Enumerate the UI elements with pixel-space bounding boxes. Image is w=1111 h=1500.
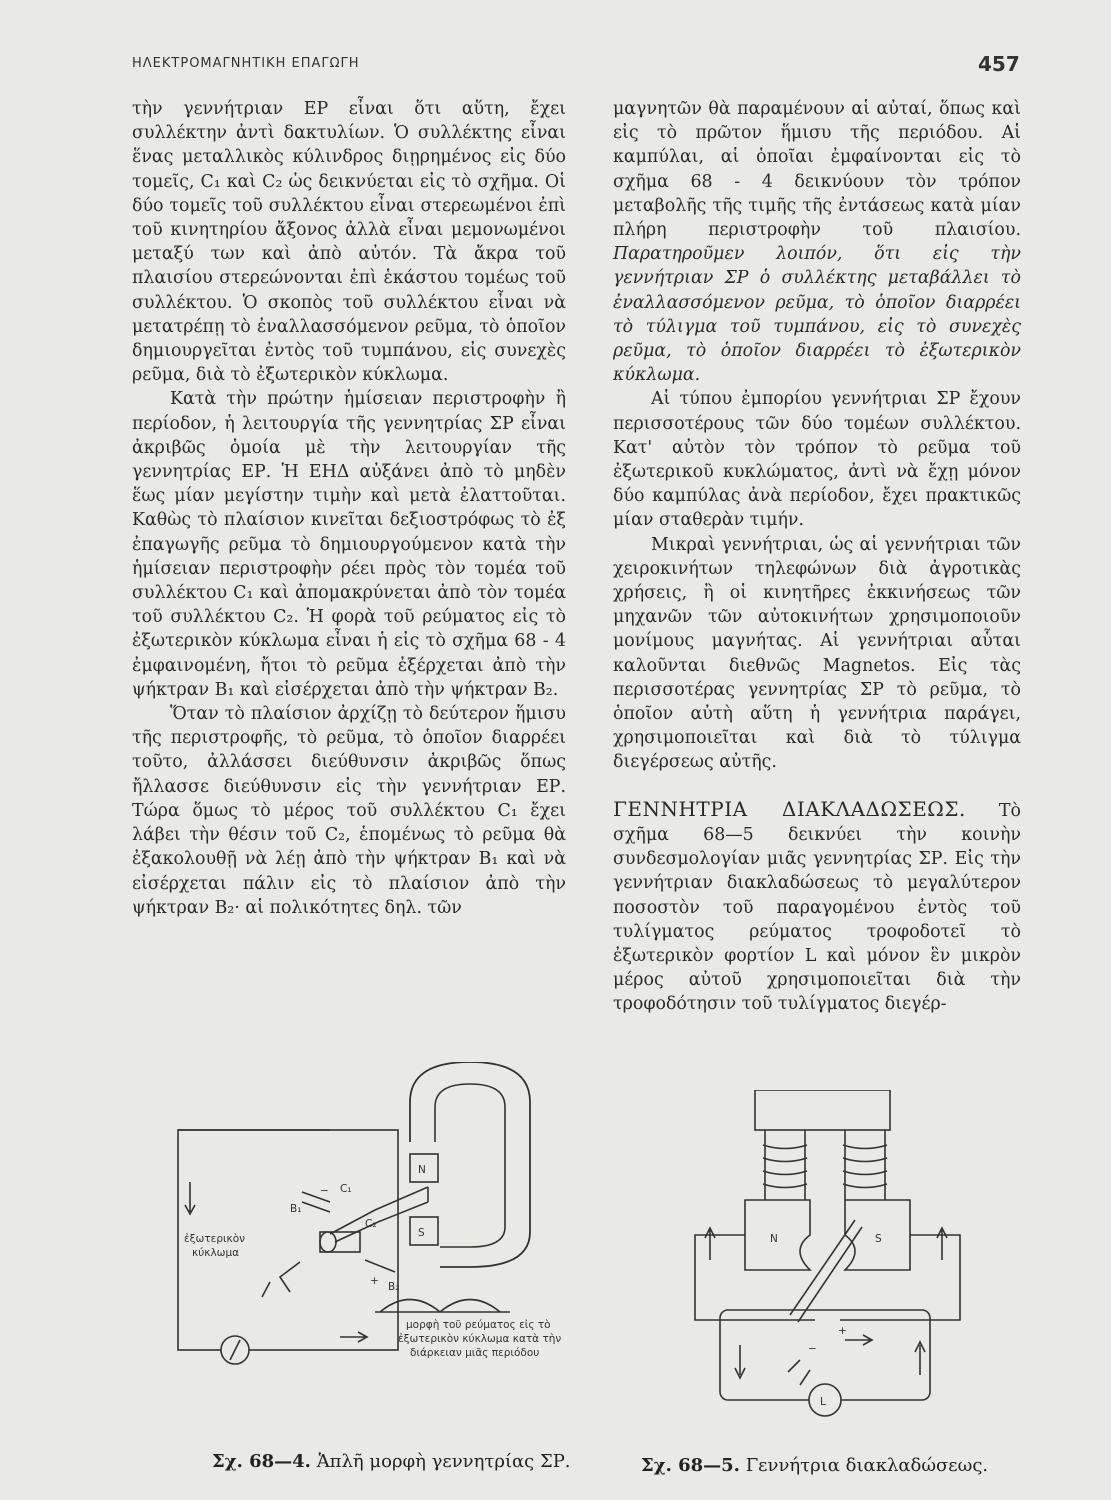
caption-number: Σχ. 68—5. <box>641 1455 740 1476</box>
section-title: ΓΕΝΝΗΤΡΙΑ ΔΙΑΚΛΑΔΩΣΕΩΣ. <box>613 796 966 821</box>
load-label: L <box>820 1396 826 1408</box>
south-label: S <box>875 1233 882 1245</box>
south-label: S <box>418 1227 425 1239</box>
armature <box>790 1220 862 1322</box>
paragraph: Μικραὶ γεννήτριαι, ὡς αἱ γεννήτριαι τῶν χειροκινήτων τηλεφώνων διὰ ἀγροτικὰς χρήσεις, ἢ οἱ κινητῆρες ἐκκινήσεως τῶν μηχανῶν τῶν αὐτοκινήτων χρησιμοποιοῦν μονίμους μαγνήτας. Αἱ γεννήτριαι αὗται καλοῦνται διεθνῶς Magnetos. Εἰς τὰς περισσοτέρας γεννητρίας ΣΡ τὸ ρεῦμα, τὸ ὁποῖον αὐτὴ αὕτη ἡ γεννήτρια παράγει, χρησιμοποιεῖται καὶ διὰ τὸ τύλιγμα διεγέρσεως αὐτῆς. <box>613 534 1021 773</box>
crank-handle <box>262 1262 300 1297</box>
north-label: N <box>418 1164 426 1176</box>
field-coil-left <box>763 1130 807 1200</box>
paragraph: Ὅταν τὸ πλαίσιον ἀρχίζῃ τὸ δεύτερον ἥμισυ τῆς περιστροφῆς, τὸ ρεῦμα, τὸ ὁποῖον διαρρέει τοῦτο, ἀλλάσσει διεύθυνσιν ἀκριβῶς ὅπως ἤλλασσε διεύθυνσιν εἰς τὴν γεννήτριαν ΕΡ. Τώρα ὅμως τὸ μέρος τοῦ συλλέκτου C₁ ἔχει λάβει τὴν θέσιν τοῦ C₂, ἑπομένως τὸ ρεῦμα θὰ ἐξακολουθῇ νὰ λέῃ ἀπὸ τὴν ψήκτραν B₁ καὶ νὰ εἰσέρχεται πάλιν εἰς τὸ πλαίσιον ἀπὸ τὴν ψήκτραν B₂· αἱ πολικότητες δηλ. τῶν <box>132 704 566 918</box>
external-circuit-label: ἐξωτερικὸν <box>184 1233 246 1245</box>
minus-sign: − <box>320 1185 329 1197</box>
current-arrow-icon <box>340 1332 367 1342</box>
paragraph: Αἱ τύπου ἐμπορίου γεννήτριαι ΣΡ ἔχουν περισσοτέρους τῶν δύο τομέων συλλέκτου. Κατ' αὐτὸν τὸν τρόπον τὸ ρεῦμα τοῦ ἐξωτερικοῦ κυκλώματος, ἀντὶ νὰ ἔχῃ μόνον δύο καμπύλας ἀνὰ περίοδον, ἔχει πρακτικῶς μίαν σταθερὰν τιμήν. <box>613 389 1021 531</box>
caption-number: Σχ. 68—4. <box>212 1451 311 1472</box>
brush-b2 <box>365 1260 395 1272</box>
caption-text: Γεννήτρια διακλαδώσεως. <box>745 1455 989 1476</box>
plus-sign: + <box>370 1275 379 1287</box>
running-title: ΗΛΕΚΤΡΟΜΑΓΝΗΤΙΚΗ ΕΠΑΓΩΓΗ <box>132 56 360 71</box>
plus-sign: + <box>838 1325 847 1337</box>
yoke <box>755 1090 890 1130</box>
figure-68-5-caption <box>641 1455 988 1476</box>
italic-conclusion: Παρατηροῦμεν λοιπόν, ὅτι εἰς τὴν γεννήτριαν ΣΡ ὁ συλλέκτης μεταβάλλει τὸ ἐναλλασσόμενον ρεῦμα, τὸ ὁποῖον διαρρέει τὸ τύλιγμα τοῦ τυμπάνου, εἰς τὸ συνεχὲς ρεῦμα, τὸ ὁποῖον διαρρέει τὸ ἐξωτερικὸν κύκλωμα. <box>613 244 1021 386</box>
figure-68-5 <box>680 1090 980 1450</box>
paragraph-text: Τὸ σχῆμα 68—5 δεικνύει τὴν κοινὴν συνδεσμολογίαν μιᾶς γεννητρίας ΣΡ. Εἰς τὴν γεννήτριαν διακλαδώσεως τὸ μεγαλύτερον ποσοστὸν τοῦ παραγομένου ἐντὸς τοῦ τυλίγματος ρεύματος τροφοδοτεῖ τὸ ἐξωτερικὸν φορτίον L καὶ μόνον ἓν μικρὸν μέρος αὐτοῦ χρησιμοποιεῖται διὰ τὴν τροφοδότησιν τοῦ τυλίγματος διεγέρ- <box>613 800 1021 1015</box>
paragraph: Κατὰ τὴν πρώτην ἡμίσειαν περιστροφὴν ἢ περίοδον, ἡ λειτουργία τῆς γεννητρίας ΣΡ εἶναι ἀκριβῶς ὁμοία μὲ τὴν λειτουργίαν τῆς γεννητρίας ΕΡ. Ἡ ΕΗΔ αὐξάνει ἀπὸ τὸ μηδὲν ἕως μίαν μεγίστην τιμὴν καὶ μετὰ ἐλαττοῦται. Καθὼς τὸ πλαίσιον κινεῖται δεξιοστρόφως τὸ ἐξ ἐπαγωγῆς ρεῦμα τὸ δημιουργούμενον κατὰ τὴν ἡμίσειαν περιστροφὴν ρέει πρὸς τὸν τομέα τοῦ συλλέκτου C₁ καὶ ἀπομακρύνεται ἀπὸ τὸν τομέα τοῦ συλλέκτου C₂. Ἡ φορὰ τοῦ ρεύματος εἰς τὸ ἐξωτερικὸν κύκλωμα εἶναι ἡ εἰς τὸ σχῆμα 68 - 4 ἐμφαινομένη, ἤτοι τὸ ρεῦμα ἐξέρχεται ἀπὸ τὴν ψήκτραν B₁ καὶ εἰσέρχεται ἀπὸ τὴν ψήκτραν B₂. <box>132 389 566 700</box>
current-shape-label: μορφὴ τοῦ ρεύματος εἰς τὸ <box>406 1319 551 1331</box>
horseshoe-magnet <box>410 1062 530 1267</box>
commutator <box>320 1232 336 1252</box>
field-coil-right <box>843 1130 887 1200</box>
paragraph-text: μαγνητῶν θὰ παραμένουν αἱ αὐταί, ὅπως καὶ εἰς τὸ πρῶτον ἥμισυ τῆς περιόδου. Αἱ καμπύλαι, αἱ ὁποῖαι ἐμφαίνονται εἰς τὸ σχῆμα 68 - 4 δεικνύουν τὸν τρόπον μεταβολῆς τῆς τιμῆς τῆς ἐντάσεως κατὰ μίαν πλήρη περιστροφὴν τοῦ πλαισίου. <box>613 99 1021 241</box>
current-shape-label: ἐξωτερικὸν κύκλωμα κατὰ τὴν <box>398 1333 562 1345</box>
minus-sign: − <box>808 1343 817 1355</box>
page-number: 457 <box>978 52 1020 76</box>
field-circuit-wire <box>695 1235 815 1320</box>
figure-68-4-caption <box>212 1451 571 1472</box>
figure-68-4 <box>170 1062 610 1442</box>
caption-text: Ἁπλῆ μορφὴ γεννητρίας ΣΡ. <box>316 1451 571 1472</box>
current-arrow-icon <box>185 1182 195 1214</box>
right-column <box>613 97 1021 1017</box>
section-paragraph <box>613 797 1021 1017</box>
left-column <box>132 97 566 920</box>
current-waveform <box>375 1300 510 1313</box>
paragraph: τὴν γεννήτριαν ΕΡ εἶναι ὅτι αὕτη, ἔχει συλλέκτην ἀντὶ δακτυλίων. Ὁ συλλέκτης εἶναι ἕνας μεταλλικὸς κύλινδρος διῃρημένος εἰς δύο τομεῖς, C₁ καὶ C₂ ὡς δεικνύεται εἰς τὸ σχῆμα. Οἱ δύο τομεῖς τοῦ συλλέκτου εἶναι στερεωμένοι ἐπὶ τοῦ κινητηρίου ἄξονος ἀλλὰ εἶναι μεμονωμένοι μεταξύ των καὶ ἀπὸ αὐτόν. Τὰ ἄκρα τοῦ πλαισίου στερεώνονται ἐπὶ ἑκάστου τομέως τοῦ συλλέκτου. Ὁ σκοπὸς τοῦ συλλέκτου εἶναι νὰ μετατρέπῃ τὸ ἐναλλασσόμενον ρεῦμα, τὸ ὁποῖον δημιουργεῖται ἐντὸς τοῦ τυμπάνου, εἰς συνεχὲς ρεῦμα, διὰ τὸ ἐξωτερικὸν κύκλωμα. <box>132 99 566 386</box>
crank-handle <box>788 1360 810 1385</box>
current-shape-label: διάρκειαν μιᾶς περιόδου <box>410 1347 540 1359</box>
b1-label: B₁ <box>290 1203 302 1215</box>
c2-label: C₂ <box>365 1218 377 1230</box>
b2-label: B₂ <box>388 1281 400 1293</box>
external-circuit-label: κύκλωμα <box>192 1247 240 1259</box>
paragraph <box>613 97 1021 387</box>
c1-label: C₁ <box>340 1183 352 1195</box>
north-label: N <box>770 1233 778 1245</box>
